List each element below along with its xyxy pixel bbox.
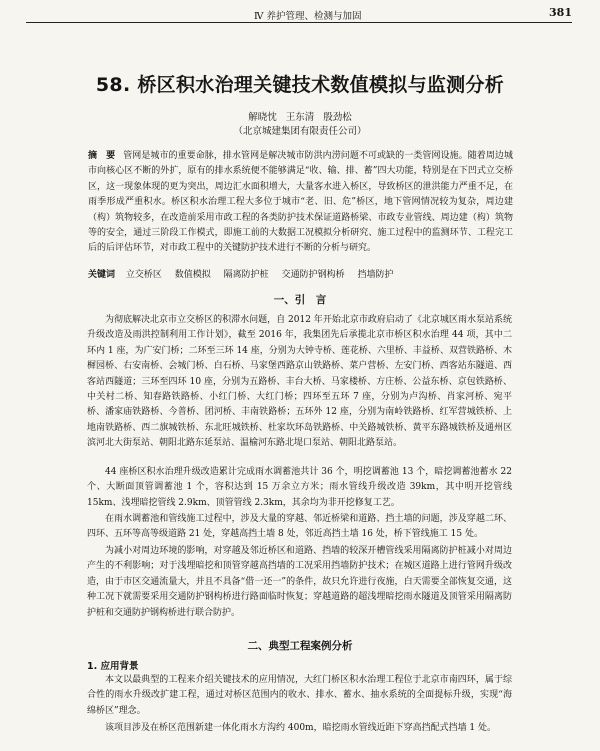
body-paragraph: 为减小对周边环境的影响，对穿越及邻近桥区和道路、挡墙的较深开槽管线采用隔离防护桩减小对周边产生的不利影响；对于浅埋暗挖和顶管穿越高挡墙的工况采用挡墙防护技术；在城区道路上进行管网升级改造，由于市区交通流量大，并且不具备“借一还一”的条件，故只允许进行夜施，白天需要全部恢复交通，这种工况下就需要采用交通防护钢构桥进行路面临时恢复；穿越道路的超浅埋暗挖雨水隧道及顶管采用隔离防护桩和交通防护钢构桥进行联合防护。 [87,546,512,618]
body-paragraph: 本文以最典型的工程来介绍关键技术的应用情况，大红门桥区积水治理工程位于北京市南四环，属于综合性的雨水升级改扩建工程，通过对桥区范围内的收水、排水、蓄水、抽水系统的全面提标升级，实现“海绵桥区”理念。 [87,675,512,716]
abstract-text: 管网是城市的重要命脉，排水管网是解决城市防洪内涝问题不可或缺的一类管网设施。随着周边城市向核心区不断的外扩，原有的排水系统便不能够满足“收、输、排、蓄”四大功能，特别是在下凹式立交桥区，这一现象体现的更为突出，周边汇水面积增大，大量客水进入桥区，导致桥区的泄洪能力严重不足，在雨季形成严重积水。桥区积水治理工程大多位于城市“老、旧、危”桥区，地下管网情况较为复杂，周边建（构）筑物较多，在改造前采用市政工程的各类防护技术保证道路桥梁、市政专业管线、周边建（构）筑物等的安全，通过三阶段工作模式，即施工前的大数据工况模拟分析研究、施工过程中的监测环节、工程完工后的后评估环节，对市政工程中的关键防护技术进行不断的分析与研究。 [88,151,513,254]
authors: 解晓忱 王东清 殷劲松 [248,112,352,123]
affiliation: （北京城建集团有限责任公司） [233,126,367,137]
keywords-label: 关键词 [88,270,116,280]
keyword: 隔离防护桩 [223,270,269,280]
keyword: 数值模拟 [174,270,211,280]
page-number: 381 [549,6,572,19]
body-paragraph: 该项目涉及在桥区范围新建一体化雨水方沟约 400m，暗挖雨水管线近距下穿高挡配式挡墙 1 处。 [105,723,497,733]
body-paragraph: 在雨水调蓄池和管线施工过程中，涉及大量的穿越、邻近桥梁和道路、挡土墙的问题，涉及穿越二环、四环、五环等高等级道路 21 处，穿越高挡土墙 8 处，邻近高挡土墙 16 处，桥下管线施工 15 处。 [87,514,512,540]
header-rule [26,22,572,23]
section-heading-introduction: 一、引 言 [273,294,327,306]
abstract [88,149,513,257]
abstract-label: 摘 要 [88,151,116,161]
subsection-heading: 1. 应用背景 [87,661,139,672]
paper-title: 58. 桥区积水治理关键技术数值模拟与监测分析 [95,74,505,96]
keyword: 挡墙防护 [357,270,394,280]
keyword: 交通防护钢构桥 [281,270,345,280]
keyword: 立交桥区 [125,270,162,280]
running-header [26,6,572,22]
keywords [88,267,513,280]
body-paragraph: 44 座桥区积水治理升级改造累计完成雨水调蓄池共计 36 个，明挖调蓄池 13 个，暗挖调蓄池蓄水 22 个、大断面顶管调蓄池 1 个，容积达到 15 万余立方米；雨水管线升级改造 39km，其中明开挖管线 15km、浅埋暗挖管线 2.9km、顶管管线 2.3km，其余均为非开挖修复工艺。 [87,467,512,508]
body-paragraph: 为彻底解决北京市立交桥区的积滞水问题，自 2012 年开始北京市政府启动了《北京城区雨水泵站系统升级改造及雨洪控制利用工作计划》，截至 2016 年，我集团先后承揽北京市桥区积水治理 44 项，其中二环内 1 座，为广安门桥；二环至三环 14 座，分别为大钟寺桥、莲花桥、六里桥、丰益桥、双营铁路桥、木樨园桥、右安南桥、会城门桥、白石桥、马家堡西路京山铁路桥、菜户营桥、左安门桥、西客站东隧道、西客站西隧道；三环至四环 10 座，分别为五路桥、丰台大桥、马家楼桥、方庄桥、公益东桥、京包铁路桥、中关村二桥、知春路铁路桥、小红门桥、大红门桥；四环至五环 7 座，分别为卢沟桥、肖家河桥、宛平桥、潘家庙铁路桥、今普桥、团河桥、丰南铁路桥；五环外 12 座，分别为南岭铁路桥、红军营城铁桥、上地南铁路桥、西二旗城铁桥、东北旺城铁桥、杜家坎环岛铁路桥、中关路城铁桥、黄平东路城铁桥及通州区滨河北大街泵站、朝阳北路东延泵站、温榆河东路北堤口泵站、朝阳北路泵站。 [87,315,512,449]
running-header-section: Ⅳ 养护管理、检测与加固 [254,11,362,22]
section-heading-case-study: 二、典型工程案例分析 [247,640,353,652]
